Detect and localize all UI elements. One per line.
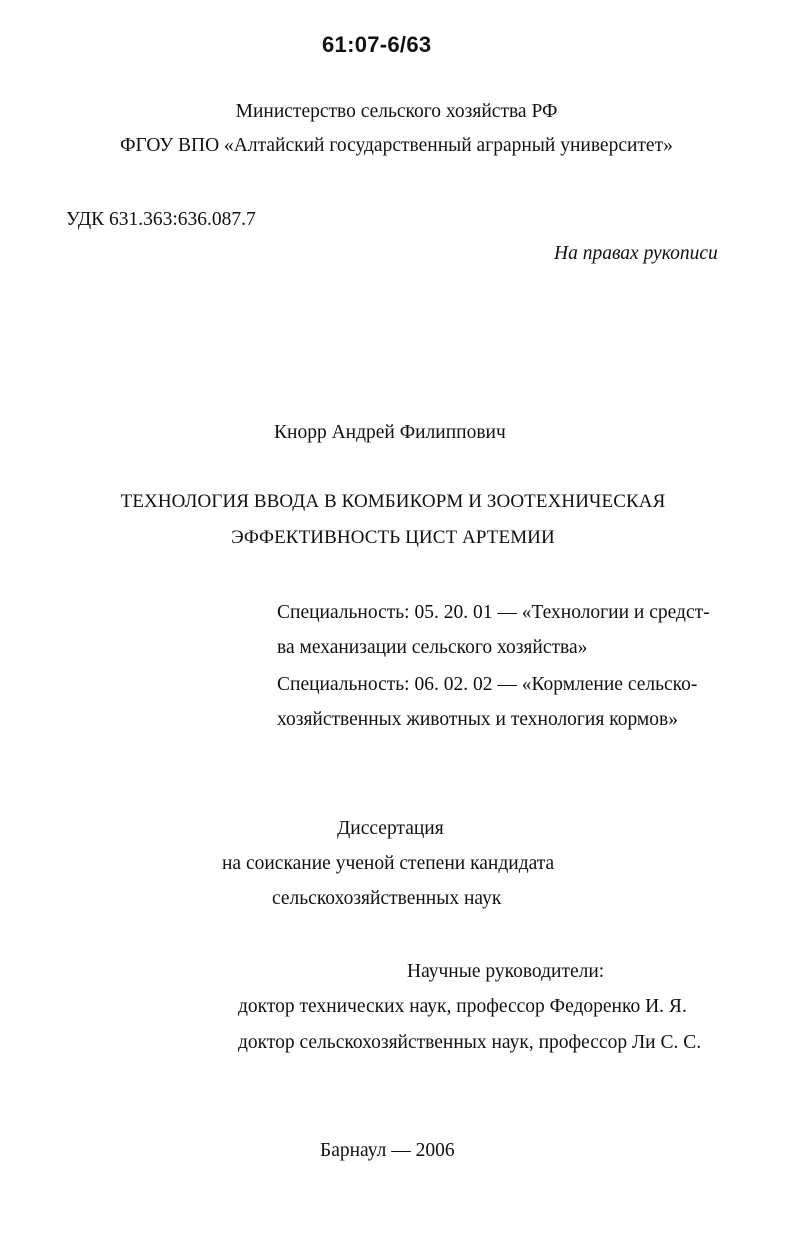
dissertation-label: Диссертация [337, 818, 444, 839]
supervisor-1: доктор технических наук, профессор Федоренко И. Я. [238, 996, 687, 1017]
thesis-title-line-1: ТЕХНОЛОГИЯ ВВОДА В КОМБИКОРМ И ЗООТЕХНИЧЕСКАЯ [120, 491, 666, 512]
city-year: Барнаул — 2006 [320, 1140, 455, 1161]
supervisors-heading: Научные руководители: [407, 961, 605, 982]
udk-code: УДК 631.363:636.087.7 [66, 209, 256, 230]
ministry-name: Министерство сельского хозяйства РФ [235, 101, 558, 122]
specialty-2-line-2: хозяйственных животных и технология кормов» [277, 709, 678, 730]
catalog-number: 61:07-6/63 [322, 32, 432, 57]
thesis-title-line-2: ЭФФЕКТИВНОСТЬ ЦИСТ АРТЕМИИ [231, 527, 555, 548]
degree-line-2: сельскохозяйственных наук [272, 888, 502, 909]
specialty-1-line-1: Специальность: 05. 20. 01 — «Технологии и средст- [277, 602, 710, 623]
specialty-2-line-1: Специальность: 06. 02. 02 — «Кормление сельско- [277, 674, 698, 695]
institution-name: ФГОУ ВПО «Алтайский государственный аграрный университет» [120, 135, 673, 156]
supervisor-2: доктор сельскохозяйственных наук, профессор Ли С. С. [238, 1032, 702, 1053]
degree-line-1: на соискание ученой степени кандидата [222, 853, 555, 874]
rights-notice: На правах рукописи [554, 243, 718, 264]
specialty-1-line-2: ва механизации сельского хозяйства» [277, 637, 588, 658]
author-name: Кнорр Андрей Филиппович [274, 422, 506, 443]
